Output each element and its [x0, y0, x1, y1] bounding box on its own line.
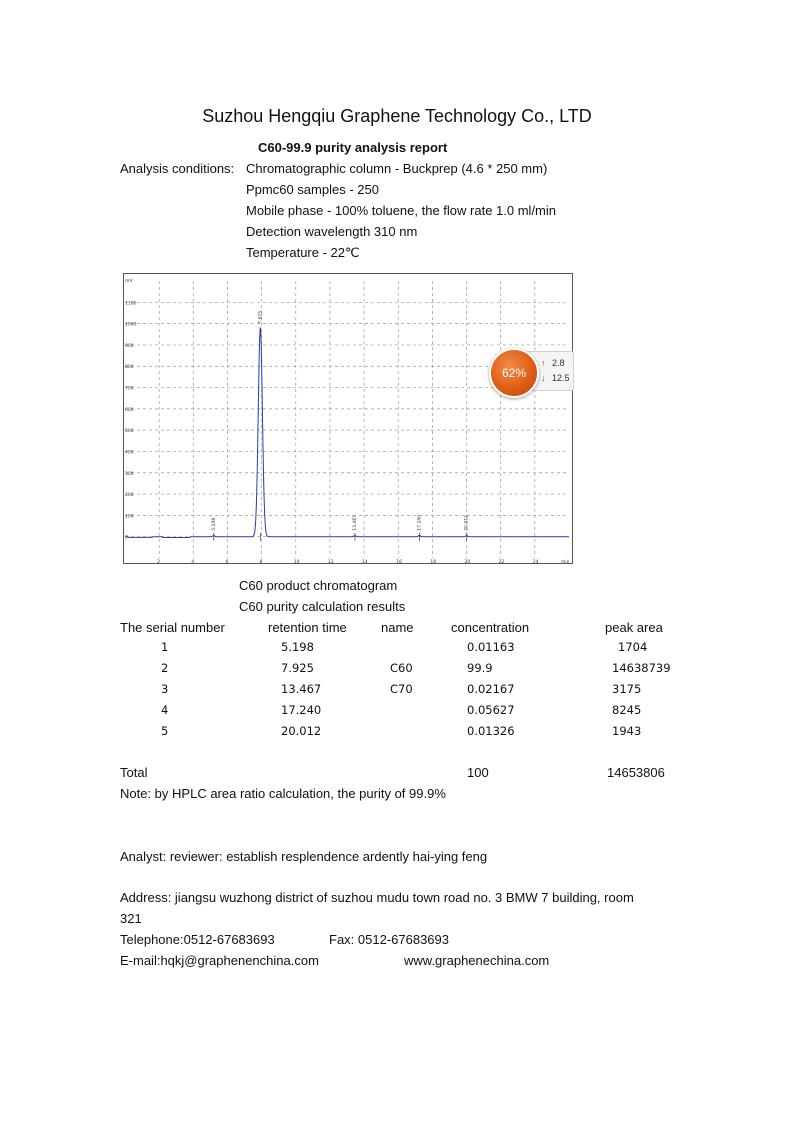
row2-retention: 7.925	[281, 661, 314, 675]
row1-retention: 5.198	[281, 640, 314, 654]
address-line-2: 321	[120, 911, 142, 926]
condition-wavelength: Detection wavelength 310 nm	[246, 224, 418, 239]
total-concentration: 100	[467, 765, 489, 780]
row4-retention: 17.240	[281, 703, 322, 717]
row3-area: 3175	[612, 682, 642, 696]
x-tick-label: 22	[498, 560, 505, 564]
row2-area: 14638739	[612, 661, 671, 675]
y-tick-label: 1000	[125, 322, 137, 328]
x-tick-label: 24	[532, 560, 539, 564]
x-tick-label: 16	[396, 560, 402, 564]
row1-area: 1704	[618, 640, 648, 654]
x-tick-label: 18	[430, 560, 437, 564]
row3-serial: 3	[161, 682, 169, 696]
row2-concentration: 99.9	[467, 661, 493, 675]
y-tick-label: 300	[125, 471, 134, 477]
condition-column: Chromatographic column - Buckprep (4.6 * 250 mm)	[246, 161, 548, 176]
row2-serial: 2	[161, 661, 169, 675]
row3-name: C70	[390, 682, 413, 696]
peak-label-3: 13.467	[352, 514, 358, 531]
x-tick-label: 6	[225, 560, 229, 564]
y-tick-label: 0	[125, 535, 128, 541]
widget-percent-badge[interactable]: 62%	[489, 348, 539, 398]
x-axis-label: min	[561, 560, 570, 564]
peak-label-4: 17.240	[417, 514, 423, 531]
y-tick-label: 100	[125, 514, 134, 520]
row5-concentration: 0.01326	[467, 724, 515, 738]
company-name: Suzhou Hengqiu Graphene Technology Co., LTD	[202, 106, 592, 126]
header-name: name	[381, 620, 414, 635]
peak-label-5: 20.012	[464, 514, 470, 531]
x-tick-label: 12	[327, 560, 334, 564]
row1-concentration: 0.01163	[467, 640, 515, 654]
row4-serial: 4	[161, 703, 169, 717]
purity-note: Note: by HPLC area ratio calculation, the purity of 99.9%	[120, 786, 446, 801]
address-line-1: Address: jiangsu wuzhong district of suzhou mudu town road no. 3 BMW 7 building, room	[120, 890, 634, 905]
telephone: Telephone:0512-67683693	[120, 932, 275, 947]
y-tick-label: 600	[125, 407, 134, 413]
row1-serial: 1	[161, 640, 169, 654]
y-tick-label: 900	[125, 343, 134, 349]
x-tick-label: 10	[293, 560, 300, 564]
y-tick-label: 200	[125, 493, 134, 499]
y-tick-label: 500	[125, 429, 134, 435]
chart-frame	[124, 274, 573, 564]
x-tick-label: 20	[464, 560, 471, 564]
row5-area: 1943	[612, 724, 642, 738]
x-tick-label: 4	[191, 560, 195, 564]
condition-mobile-phase: Mobile phase - 100% toluene, the flow rate 1.0 ml/min	[246, 203, 557, 218]
widget-up-value: 2.8	[552, 358, 565, 368]
row5-retention: 20.012	[281, 724, 322, 738]
row5-serial: 5	[161, 724, 169, 738]
header-peak-area: peak area	[605, 620, 663, 635]
row2-name: C60	[390, 661, 413, 675]
y-tick-label: 1100	[125, 301, 137, 307]
performance-widget[interactable]	[489, 345, 573, 397]
x-tick-label: 2	[157, 560, 161, 564]
fax: Fax: 0512-67683693	[329, 932, 449, 947]
chromatogram-chart	[123, 273, 573, 564]
peak-label-1: 5.198	[211, 517, 217, 531]
peak-label-2: 7.925	[258, 310, 264, 324]
condition-temperature: Temperature - 22℃	[246, 245, 360, 260]
x-tick-label: 8	[259, 560, 263, 564]
widget-down-value: 12.5	[552, 373, 570, 383]
website: www.graphenechina.com	[404, 953, 550, 968]
header-serial-number: The serial number	[120, 620, 225, 635]
report-title: C60-99.9 purity analysis report	[258, 140, 448, 155]
row4-area: 8245	[612, 703, 642, 717]
condition-samples: Ppmc60 samples - 250	[246, 182, 379, 197]
header-concentration: concentration	[451, 620, 530, 635]
conditions-label: Analysis conditions:	[120, 161, 235, 176]
chromatogram-caption: C60 product chromatogram	[239, 578, 398, 593]
y-tick-label: 800	[125, 365, 134, 371]
y-tick-label: 700	[125, 386, 134, 392]
row4-concentration: 0.05627	[467, 703, 515, 717]
y-axis-label: mV	[125, 279, 133, 284]
arrow-up-icon: ↑	[541, 358, 546, 368]
arrow-down-icon: ↓	[541, 373, 546, 383]
header-retention-time: retention time	[268, 620, 347, 635]
total-area: 14653806	[607, 765, 665, 780]
results-caption: C60 purity calculation results	[239, 599, 406, 614]
y-tick-label: 400	[125, 450, 134, 456]
row3-retention: 13.467	[281, 682, 322, 696]
email: E-mail:hqkj@graphenenchina.com	[120, 953, 319, 968]
x-tick-label: 14	[362, 560, 368, 564]
total-label: Total	[120, 765, 148, 780]
row3-concentration: 0.02167	[467, 682, 515, 696]
analyst-line: Analyst: reviewer: establish resplendence ardently hai-ying feng	[120, 849, 488, 864]
